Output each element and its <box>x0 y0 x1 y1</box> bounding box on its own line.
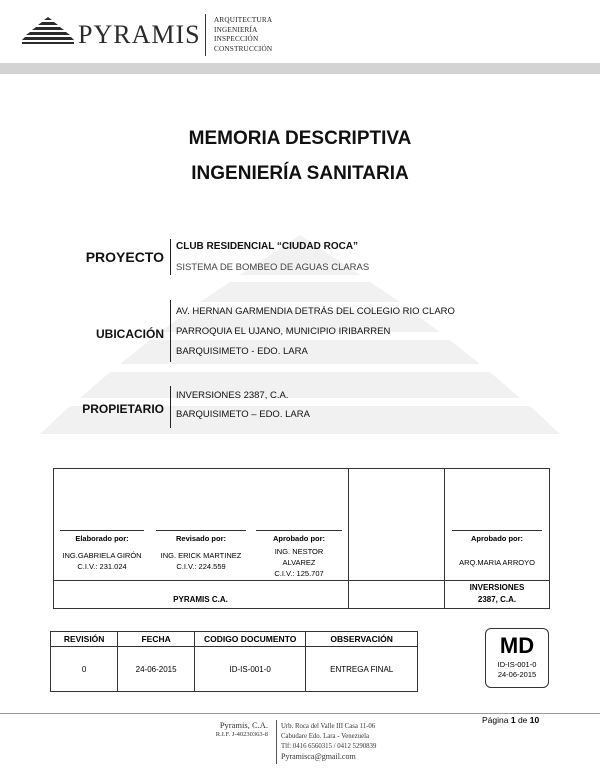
logo-divider <box>205 14 206 56</box>
footer-rule <box>0 713 600 714</box>
md-box <box>485 628 549 688</box>
revision-header: CODIGO DOCUMENTO <box>194 632 305 647</box>
signature-line <box>452 530 542 531</box>
footer-email: Pyramisca@gmail.com <box>281 752 356 761</box>
revision-table <box>50 631 418 692</box>
signature-line <box>256 530 342 531</box>
document-title: MEMORIA DESCRIPTIVA <box>188 128 412 149</box>
service-item: INSPECCIÓN <box>214 35 259 44</box>
aprobado2-name: ARQ.MARIA ARROYO <box>459 558 535 567</box>
current-page: 1 <box>510 715 516 725</box>
footer-company <box>200 720 268 740</box>
propietario-line: BARQUISIMETO – EDO. LARA <box>176 409 310 420</box>
approval-table-divider <box>348 468 349 609</box>
company-right: 2387, C.A. <box>477 595 517 604</box>
aprobado-name: ING. NESTOR <box>274 547 324 556</box>
revisado-civ: C.I.V.: 224.559 <box>176 562 226 571</box>
ubicacion-line: PARROQUIA EL UJANO, MUNICIPIO IRIBARREN <box>176 326 391 337</box>
signature-line <box>156 530 246 531</box>
service-item: CONSTRUCCIÓN <box>214 44 273 53</box>
company-right: INVERSIONES <box>469 583 525 592</box>
md-doc: ID-IS-001-0 <box>497 660 537 669</box>
ubicacion-divider <box>170 300 171 362</box>
propietario-line: INVERSIONES 2387, C.A. <box>176 390 289 401</box>
revision-header-row <box>51 632 418 647</box>
approval-table-row-line <box>53 580 550 581</box>
revision-cell: ID-IS-001-0 <box>194 647 305 692</box>
company-left: PYRAMIS C.A. <box>173 595 228 604</box>
proyecto-label: PROYECTO <box>85 249 164 265</box>
propietario-divider <box>170 386 171 428</box>
service-item: INGENIERÍA <box>214 25 258 34</box>
md-code: MD <box>499 633 535 658</box>
revision-header: FECHA <box>118 632 195 647</box>
pyramis-logo-icon <box>22 16 74 50</box>
elaborado-label: Elaborado por: <box>75 534 129 543</box>
proyecto-divider <box>170 239 171 275</box>
aprobado-civ: C.I.V.: 125.707 <box>274 569 324 578</box>
ubicacion-line: AV. HERNAN GARMENDIA DETRÁS DEL COLEGIO RIO CLARO <box>176 306 455 317</box>
footer-divider <box>276 720 277 764</box>
elaborado-name: ING.GABRIELA GIRÓN <box>62 551 142 560</box>
proyecto-system: SISTEMA DE BOMBEO DE AGUAS CLARAS <box>176 262 370 273</box>
ubicacion-label: UBICACIÓN <box>96 327 164 341</box>
footer-rif: R.I.F. J-40230363-8 <box>215 731 268 738</box>
revision-header: REVISIÓN <box>51 632 118 647</box>
aprobado-name: ALVAREZ <box>282 558 316 567</box>
propietario-label: PROPIETARIO <box>82 402 164 416</box>
table-row <box>51 647 418 692</box>
elaborado-civ: C.I.V.: 231.024 <box>77 562 127 571</box>
revisado-label: Revisado por: <box>175 534 226 543</box>
md-date: 24-06-2015 <box>497 670 537 679</box>
aprobado-label: Aprobado por: <box>470 534 524 543</box>
header-bar <box>0 63 600 74</box>
revision-cell: ENTREGA FINAL <box>306 647 418 692</box>
signature-line <box>60 530 144 531</box>
revision-header: OBSERVACIÓN <box>306 632 418 647</box>
proyecto-name: CLUB RESIDENCIAL “CIUDAD ROCA” <box>176 241 359 252</box>
ubicacion-line: BARQUISIMETO - EDO. LARA <box>176 346 308 357</box>
aprobado-label: Aprobado por: <box>272 534 326 543</box>
revision-cell: 0 <box>51 647 118 692</box>
logo-name: PYRAMIS <box>78 20 201 49</box>
services-list <box>214 16 272 54</box>
document-subtitle: INGENIERÍA SANITARIA <box>191 163 409 184</box>
service-item: ARQUITECTURA <box>214 16 273 24</box>
revisado-name: ING. ERICK MARTINEZ <box>160 551 242 560</box>
revision-cell: 24-06-2015 <box>118 647 195 692</box>
footer-address: Urb. Roca del Valle III Casa 11-06 Cabudare Edo. Lara - Venezuela Tlf: 0416 6560315 / 0412 5290839 Pyramisca@gmail.com <box>281 723 377 761</box>
page-number: Página 1 de 10 <box>482 715 540 725</box>
total-pages: 10 <box>529 715 540 725</box>
footer-company-name: Pyramis, C.A. <box>219 720 268 730</box>
